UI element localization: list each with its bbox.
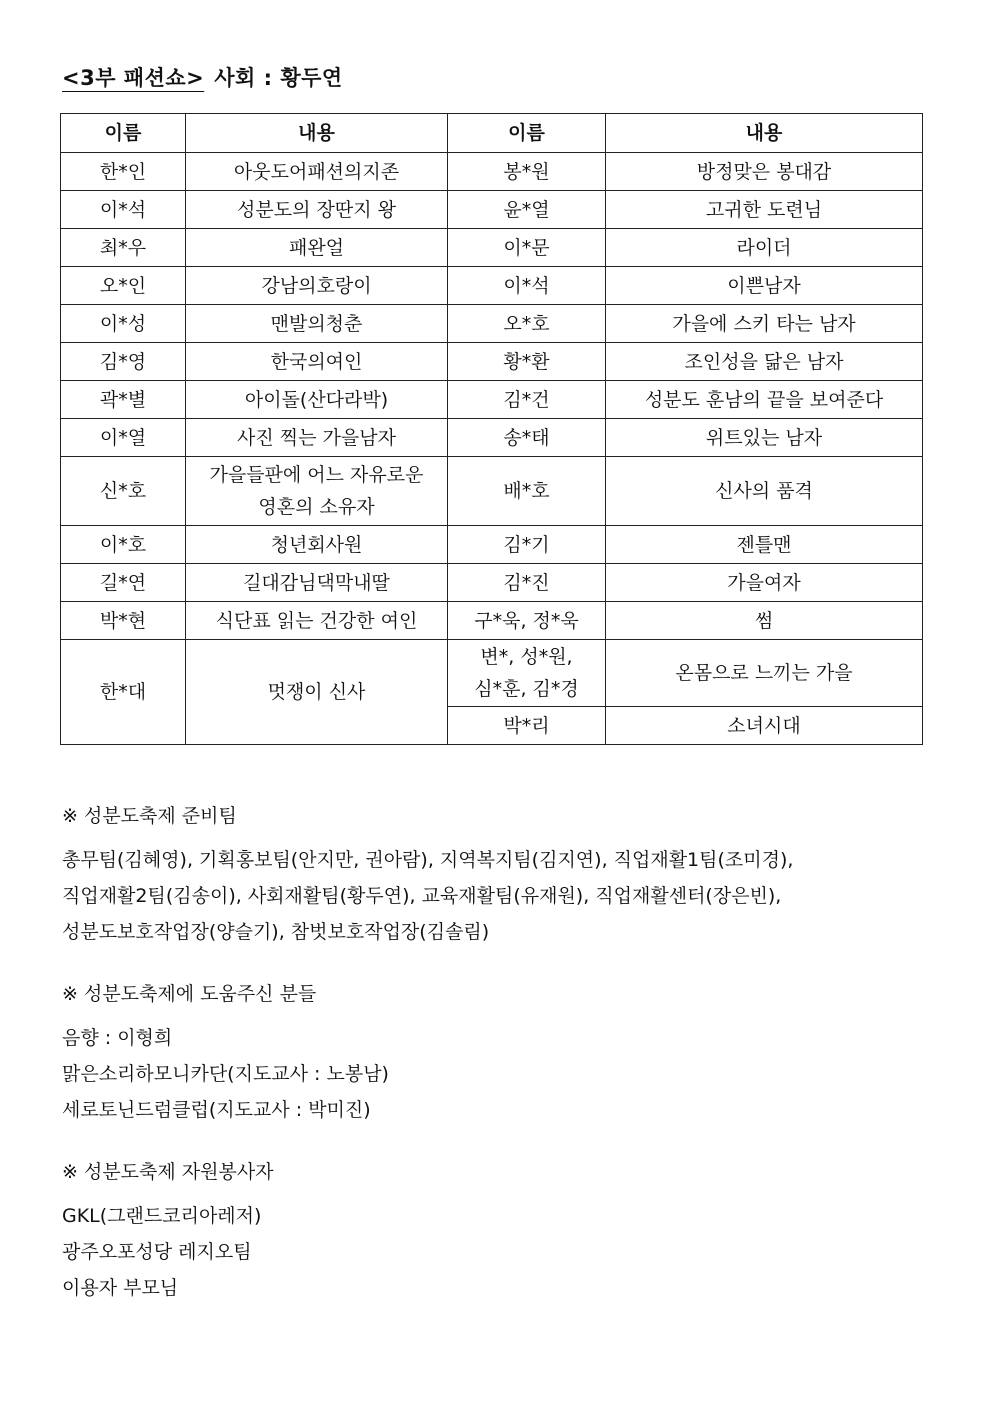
content-line: 가을들판에 어느 자유로운 xyxy=(209,464,424,486)
content-cell: 식단표 읽는 건강한 여인 xyxy=(186,602,448,640)
content-cell: 한국의여인 xyxy=(186,343,448,381)
host-label: 사회 : 황두연 xyxy=(214,66,343,90)
name-cell: 김*기 xyxy=(448,526,606,564)
content-cell: 맨발의청춘 xyxy=(186,305,448,343)
content-cell: 아웃도어패션의지존 xyxy=(186,153,448,191)
header-name-1: 이름 xyxy=(61,114,186,153)
content-cell: 가을에 스키 타는 남자 xyxy=(606,305,923,343)
name-cell: 이*열 xyxy=(61,419,186,457)
content-cell: 강남의호랑이 xyxy=(186,267,448,305)
name-cell: 최*우 xyxy=(61,229,186,267)
volunteers-line: 광주오포성당 레지오팀 xyxy=(62,1241,252,1263)
content-cell: 패완얼 xyxy=(186,229,448,267)
name-cell: 한*인 xyxy=(61,153,186,191)
table-row xyxy=(61,153,923,191)
content-cell: 길대감님댁막내딸 xyxy=(186,564,448,602)
content-cell: 성분도의 장딴지 왕 xyxy=(186,191,448,229)
name-cell xyxy=(448,640,606,707)
name-cell: 오*인 xyxy=(61,267,186,305)
prep-team-title: ※ 성분도축제 준비팀 xyxy=(62,805,237,827)
content-cell: 이쁜남자 xyxy=(606,267,923,305)
table-row xyxy=(61,457,923,526)
name-cell: 박*리 xyxy=(448,707,606,745)
name-line: 심*훈, 김*경 xyxy=(474,678,579,700)
volunteers-line: 이용자 부모님 xyxy=(62,1277,179,1299)
name-cell: 배*호 xyxy=(448,457,606,526)
table-row xyxy=(61,343,923,381)
helpers-line: 세로토닌드럼클럽(지도교사 : 박미진) xyxy=(62,1099,371,1121)
content-cell: 위트있는 남자 xyxy=(606,419,923,457)
name-cell: 오*호 xyxy=(448,305,606,343)
volunteers-title: ※ 성분도축제 자원봉사자 xyxy=(62,1161,274,1183)
content-cell: 소녀시대 xyxy=(606,707,923,745)
notes-sections xyxy=(62,798,793,1306)
content-cell: 청년회사원 xyxy=(186,526,448,564)
name-cell: 이*문 xyxy=(448,229,606,267)
content-cell: 성분도 훈남의 끝을 보여준다 xyxy=(606,381,923,419)
content-cell: 고귀한 도련님 xyxy=(606,191,923,229)
table-row xyxy=(61,602,923,640)
name-cell: 이*호 xyxy=(61,526,186,564)
content-cell: 젠틀맨 xyxy=(606,526,923,564)
helpers-line: 맑은소리하모니카단(지도교사 : 노봉남) xyxy=(62,1063,389,1085)
fashion-show-table xyxy=(60,113,923,745)
volunteers-line: GKL(그랜드코리아레저) xyxy=(62,1205,262,1227)
name-cell: 김*건 xyxy=(448,381,606,419)
section-heading xyxy=(62,62,343,92)
name-cell: 구*욱, 정*욱 xyxy=(448,602,606,640)
content-cell: 아이돌(산다라박) xyxy=(186,381,448,419)
header-content-2: 내용 xyxy=(606,114,923,153)
helpers-list xyxy=(62,1020,793,1128)
table-header-row xyxy=(61,114,923,153)
name-cell: 봉*원 xyxy=(448,153,606,191)
name-cell: 신*호 xyxy=(61,457,186,526)
content-cell: 썸 xyxy=(606,602,923,640)
content-cell: 온몸으로 느끼는 가을 xyxy=(606,640,923,707)
table-row xyxy=(61,305,923,343)
content-cell: 조인성을 닮은 남자 xyxy=(606,343,923,381)
table-row xyxy=(61,381,923,419)
name-line: 변*, 성*원, xyxy=(480,646,573,668)
name-cell: 송*태 xyxy=(448,419,606,457)
part-title: <3부 패션쇼> xyxy=(62,66,205,90)
helpers-line: 음향 : 이형희 xyxy=(62,1027,173,1049)
prep-team-line: 성분도보호작업장(양슬기), 참벗보호작업장(김솔림) xyxy=(62,921,490,943)
name-cell: 이*석 xyxy=(61,191,186,229)
content-cell: 가을여자 xyxy=(606,564,923,602)
name-cell: 김*진 xyxy=(448,564,606,602)
table-row xyxy=(61,229,923,267)
table-row xyxy=(61,419,923,457)
content-line: 영혼의 소유자 xyxy=(258,496,375,518)
header-content-1: 내용 xyxy=(186,114,448,153)
prep-team-line: 직업재활2팀(김송이), 사회재활팀(황두연), 교육재활팀(유재원), 직업재활센터(장은빈), xyxy=(62,885,782,907)
table-row xyxy=(61,267,923,305)
content-cell: 방정맞은 봉대감 xyxy=(606,153,923,191)
volunteers-list xyxy=(62,1198,793,1306)
content-cell: 라이더 xyxy=(606,229,923,267)
name-cell: 이*석 xyxy=(448,267,606,305)
name-cell: 윤*열 xyxy=(448,191,606,229)
name-cell: 박*현 xyxy=(61,602,186,640)
helpers-title: ※ 성분도축제에 도움주신 분들 xyxy=(62,983,317,1005)
name-cell: 한*대 xyxy=(61,640,186,745)
name-cell: 김*영 xyxy=(61,343,186,381)
prep-team-list xyxy=(62,842,793,950)
table-row xyxy=(61,640,923,707)
prep-team-line: 총무팀(김혜영), 기획홍보팀(안지만, 권아람), 지역복지팀(김지연), 직업재활1팀(조미경), xyxy=(62,849,794,871)
header-name-2: 이름 xyxy=(448,114,606,153)
content-cell: 멋쟁이 신사 xyxy=(186,640,448,745)
content-cell: 사진 찍는 가을남자 xyxy=(186,419,448,457)
name-cell: 이*성 xyxy=(61,305,186,343)
table-row xyxy=(61,191,923,229)
content-cell xyxy=(186,457,448,526)
name-cell: 곽*별 xyxy=(61,381,186,419)
table-row xyxy=(61,564,923,602)
name-cell: 황*환 xyxy=(448,343,606,381)
table-row xyxy=(61,526,923,564)
content-cell: 신사의 품격 xyxy=(606,457,923,526)
name-cell: 길*연 xyxy=(61,564,186,602)
